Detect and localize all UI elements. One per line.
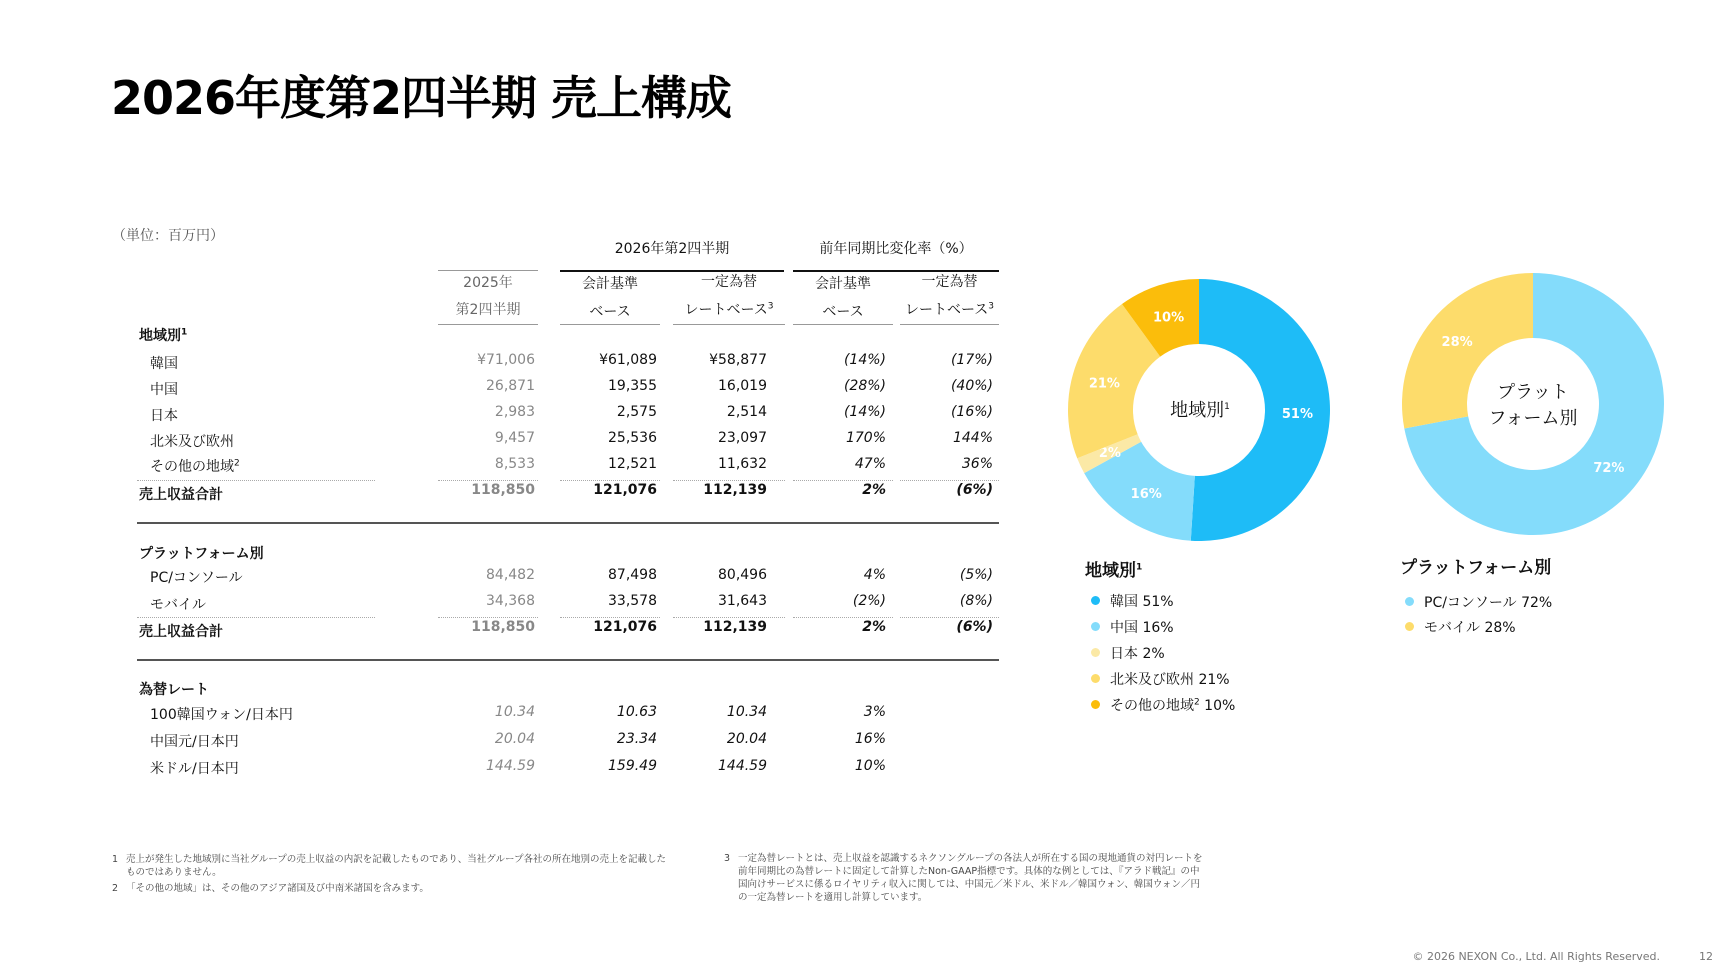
section-title-fx: 為替レート — [139, 682, 209, 698]
platform-data-label-0: 72% — [1593, 460, 1625, 476]
footnote-2: 2 「その他の地域」は、その他のアジア諸国及び中南米諸国を含みます。 — [112, 883, 429, 894]
row-label-total: 売上収益合計 — [139, 487, 223, 503]
cell-yoy-acct: (14%) — [843, 404, 886, 420]
cell-fx: 2,514 — [726, 404, 767, 420]
row-label: PC/コンソール — [150, 570, 243, 586]
legend-item-japan: 日本 2% — [1091, 643, 1165, 663]
region-data-label-2: 2% — [1098, 445, 1121, 461]
cell-acct: 23.34 — [616, 731, 657, 747]
legend-item-other: その他の地域$^2$ 10% — [1091, 695, 1235, 715]
col-header-prev-line2: 第2四半期 — [455, 302, 521, 318]
cell-fx: 31,643 — [718, 593, 767, 609]
total-divider — [137, 480, 375, 481]
cell-yoy-fx: (16%) — [950, 404, 993, 420]
col-header-bottom-rule — [560, 324, 660, 325]
cell-yoy-acct: (28%) — [843, 378, 886, 394]
cell-prev-total: 118,850 — [471, 482, 535, 498]
cell-fx-total: 112,139 — [703, 482, 767, 498]
col-header-bottom-rule — [673, 324, 785, 325]
copyright: © 2026 NEXON Co., Ltd. All Rights Reserved. — [1412, 950, 1660, 963]
cell-fx: 144.59 — [718, 758, 767, 774]
col-prev-top-rule — [438, 270, 538, 271]
cell-yoy-fx: (40%) — [950, 378, 993, 394]
section-separator — [137, 522, 999, 524]
total-divider — [793, 480, 893, 481]
col-header-yoy-fx-line2: レートベース$^3$ — [904, 301, 995, 318]
cell-prev: 26,871 — [486, 378, 535, 394]
unit-label: （単位：百万円） — [112, 228, 224, 244]
row-label: モバイル — [150, 597, 206, 613]
row-label: その他の地域$^2$ — [150, 458, 240, 475]
legend-item-mobile: モバイル 28% — [1405, 617, 1516, 637]
cell-yoy-fx-total: (6%) — [956, 482, 993, 498]
legend-item-china: 中国 16% — [1091, 617, 1174, 637]
cell-acct: ¥61,089 — [599, 352, 657, 368]
cell-fx: 16,019 — [718, 378, 767, 394]
cell-yoy-acct: 10% — [854, 758, 886, 774]
section-separator — [137, 659, 999, 661]
col-header-fx-line2: レートベース$^3$ — [684, 301, 774, 318]
platform-legend-title: プラットフォーム別 — [1400, 558, 1552, 578]
legend-dot — [1091, 700, 1100, 709]
cell-fx: 23,097 — [718, 430, 767, 446]
legend-dot — [1091, 674, 1100, 683]
total-divider — [137, 617, 375, 618]
legend-item-pc: PC/コンソール 72% — [1405, 592, 1552, 612]
region-legend-title: 地域別$^1$ — [1085, 561, 1143, 581]
legend-item-na-eu: 北米及び欧州 21% — [1091, 669, 1230, 689]
total-divider — [438, 617, 538, 618]
cell-yoy-acct-total: 2% — [862, 619, 886, 635]
cell-fx: 11,632 — [718, 456, 767, 472]
cell-prev: 8,533 — [494, 456, 535, 472]
col-header-bottom-rule — [793, 324, 893, 325]
section-title-region: 地域別$^1$ — [139, 327, 188, 344]
cell-prev: ¥71,006 — [477, 352, 535, 368]
col-header-yoy-acct-line1: 会計基準 — [815, 276, 871, 292]
row-label: 中国元/日本円 — [150, 734, 239, 750]
total-divider — [438, 480, 538, 481]
col-header-yoy-fx-line1: 一定為替 — [921, 274, 978, 290]
col-header-acct-line2: ベース — [589, 304, 631, 320]
region-data-label-1: 16% — [1130, 487, 1162, 503]
cell-fx: ¥58,877 — [709, 352, 767, 368]
cell-prev: 2,983 — [494, 404, 535, 420]
cell-yoy-acct-total: 2% — [862, 482, 886, 498]
cell-acct: 25,536 — [608, 430, 657, 446]
cell-acct: 33,578 — [608, 593, 657, 609]
cell-yoy-fx: 144% — [952, 430, 993, 446]
cell-prev: 9,457 — [494, 430, 535, 446]
cell-fx: 10.34 — [726, 704, 767, 720]
legend-dot — [1091, 622, 1100, 631]
page-number: 12 — [1699, 950, 1713, 963]
total-divider — [673, 480, 785, 481]
legend-item-korea: 韓国 51% — [1091, 591, 1174, 611]
cell-fx-total: 112,139 — [703, 619, 767, 635]
legend-dot — [1091, 596, 1100, 605]
footnote-3: 3 一定為替レートとは、売上収益を認識するネクソングループの各法人が所在する国の現地通貨の対円レートを前年同期比の為替レートに固定して計算したNon-GAAP指標です。具体的な例としては、『アラド戦記』の中国向けサービスに係るロイヤリティ収入に関しては、中国元／米ドル、米ドル／韓国ウォン、韓国ウォン／円の一定為替レートを適用し計算しています。 — [724, 853, 1203, 903]
region-data-label-3: 21% — [1088, 376, 1120, 392]
cell-acct: 12,521 — [608, 456, 657, 472]
cell-prev: 10.34 — [494, 704, 535, 720]
cell-prev: 84,482 — [486, 567, 535, 583]
row-label: 日本 — [150, 408, 178, 424]
page-title: 2026年度第2四半期 売上構成 — [111, 71, 732, 125]
cell-yoy-acct: (14%) — [843, 352, 886, 368]
platform-data-label-1: 28% — [1441, 335, 1473, 351]
row-label: 韓国 — [150, 356, 178, 372]
cell-yoy-fx: (5%) — [959, 567, 993, 583]
col-header-fx-line1: 一定為替 — [701, 274, 757, 290]
cell-acct: 2,575 — [616, 404, 657, 420]
cell-yoy-fx: (8%) — [959, 593, 993, 609]
legend-dot — [1405, 597, 1414, 606]
group-header-current: 2026年第2四半期 — [614, 241, 730, 257]
col-header-yoy-acct-line2: ベース — [822, 304, 864, 320]
cell-yoy-acct: (2%) — [852, 593, 886, 609]
cell-acct: 87,498 — [608, 567, 657, 583]
cell-prev: 20.04 — [494, 731, 535, 747]
cell-acct: 159.49 — [608, 758, 657, 774]
col-header-prev-line1: 2025年 — [463, 275, 513, 291]
cell-yoy-fx: 36% — [961, 456, 993, 472]
cell-acct: 10.63 — [616, 704, 657, 720]
cell-yoy-acct: 170% — [845, 430, 886, 446]
cell-fx: 80,496 — [718, 567, 767, 583]
row-label: 100韓国ウォン/日本円 — [150, 707, 293, 723]
cell-yoy-fx-total: (6%) — [956, 619, 993, 635]
cell-yoy-fx: (17%) — [950, 352, 993, 368]
cell-yoy-acct: 4% — [863, 567, 886, 583]
cell-prev: 34,368 — [486, 593, 535, 609]
col-header-bottom-rule — [438, 324, 538, 325]
col-header-bottom-rule — [900, 324, 999, 325]
footnote-1: 1 売上が発生した地域別に当社グループの売上収益の内訳を記載したものであり、当社グループ各社の所在地別の売上を記載したものではありません。 — [112, 854, 666, 878]
row-label: 中国 — [150, 382, 178, 398]
region-data-label-4: 10% — [1152, 310, 1185, 326]
platform-donut-center-label: プラット フォーム別 — [1488, 382, 1578, 429]
cell-acct: 19,355 — [608, 378, 657, 394]
row-label-total: 売上収益合計 — [139, 624, 223, 640]
cell-prev: 144.59 — [486, 758, 535, 774]
group-header-yoy: 前年同期比変化率（%） — [819, 241, 973, 257]
region-data-label-0: 51% — [1281, 407, 1314, 423]
legend-dot — [1091, 648, 1100, 657]
total-divider — [900, 617, 999, 618]
region-donut-center-label: 地域別$^1$ — [1170, 400, 1230, 421]
cell-fx: 20.04 — [726, 731, 767, 747]
cell-prev-total: 118,850 — [471, 619, 535, 635]
cell-yoy-acct: 47% — [854, 456, 886, 472]
total-divider — [560, 617, 660, 618]
row-label: 米ドル/日本円 — [150, 761, 239, 777]
total-divider — [793, 617, 893, 618]
total-divider — [673, 617, 785, 618]
cell-yoy-acct: 3% — [863, 704, 886, 720]
cell-acct-total: 121,076 — [593, 482, 657, 498]
cell-acct-total: 121,076 — [593, 619, 657, 635]
total-divider — [560, 480, 660, 481]
legend-dot — [1405, 622, 1414, 631]
col-header-acct-line1: 会計基準 — [582, 276, 638, 292]
total-divider — [900, 480, 999, 481]
row-label: 北米及び欧州 — [150, 434, 234, 450]
section-title-platform: プラットフォーム別 — [139, 546, 264, 562]
cell-yoy-acct: 16% — [854, 731, 886, 747]
